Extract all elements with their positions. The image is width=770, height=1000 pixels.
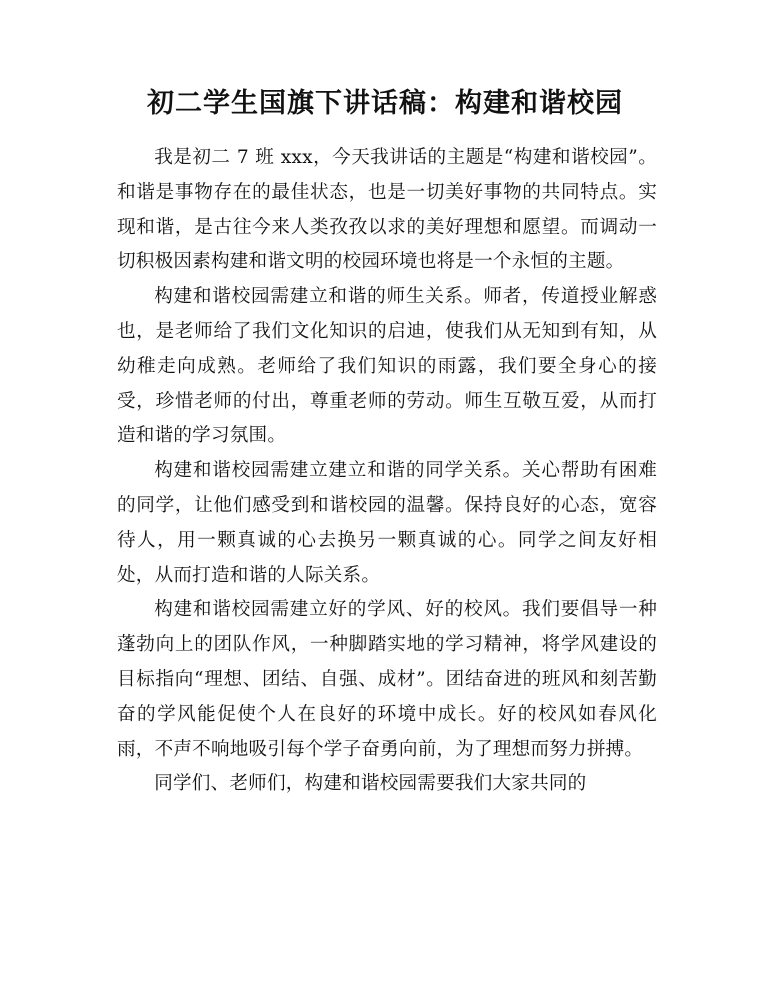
document-title: 初二学生国旗下讲话稿：构建和谐校园 — [147, 88, 623, 119]
paragraph-intro: 我是初二 7 班 xxx，今天我讲话的主题是“构建和谐校园”。和谐是事物存在的最佳状态，也是一切美好事物的共同特点。实现和谐，是古往今来人类孜孜以求的美好理想和愿望。而调动一切积极因素构建和谐文明的校园环境也将是一个永恒的主题。 — [117, 147, 657, 273]
paragraph-classmates: 构建和谐校园需建立建立和谐的同学关系。关心帮助有困难的同学，让他们感受到和谐校园的温馨。保持良好的心态，宽容待人，用一颗真诚的心去换另一颗真诚的心。同学之间友好相处，从而打造和谐的人际关系。 — [117, 460, 657, 586]
document-body — [117, 141, 657, 802]
paragraph-teacher-student: 构建和谐校园需建立和谐的师生关系。师者，传道授业解惑也，是老师给了我们文化知识的启迪，使我们从无知到有知，从幼稚走向成熟。老师给了我们知识的雨露，我们要全身心的接受，珍惜老师的付出，尊重老师的劳动。师生互敬互爱，从而打造和谐的学习氛围。 — [117, 286, 657, 447]
paragraph-school-spirit: 构建和谐校园需建立好的学风、好的校风。我们要倡导一种蓬勃向上的团队作风，一种脚踏实地的学习精神，将学风建设的目标指向“理想、团结、自强、成材”。团结奋进的班风和刻苦勤奋的学风能促使个人在良好的环境中成长。好的校风如春风化雨，不声不响地吸引每个学子奋勇向前，为了理想而努力拼搏。 — [117, 599, 657, 760]
paragraph-closing: 同学们、老师们，构建和谐校园需要我们大家共同的 — [154, 773, 587, 795]
